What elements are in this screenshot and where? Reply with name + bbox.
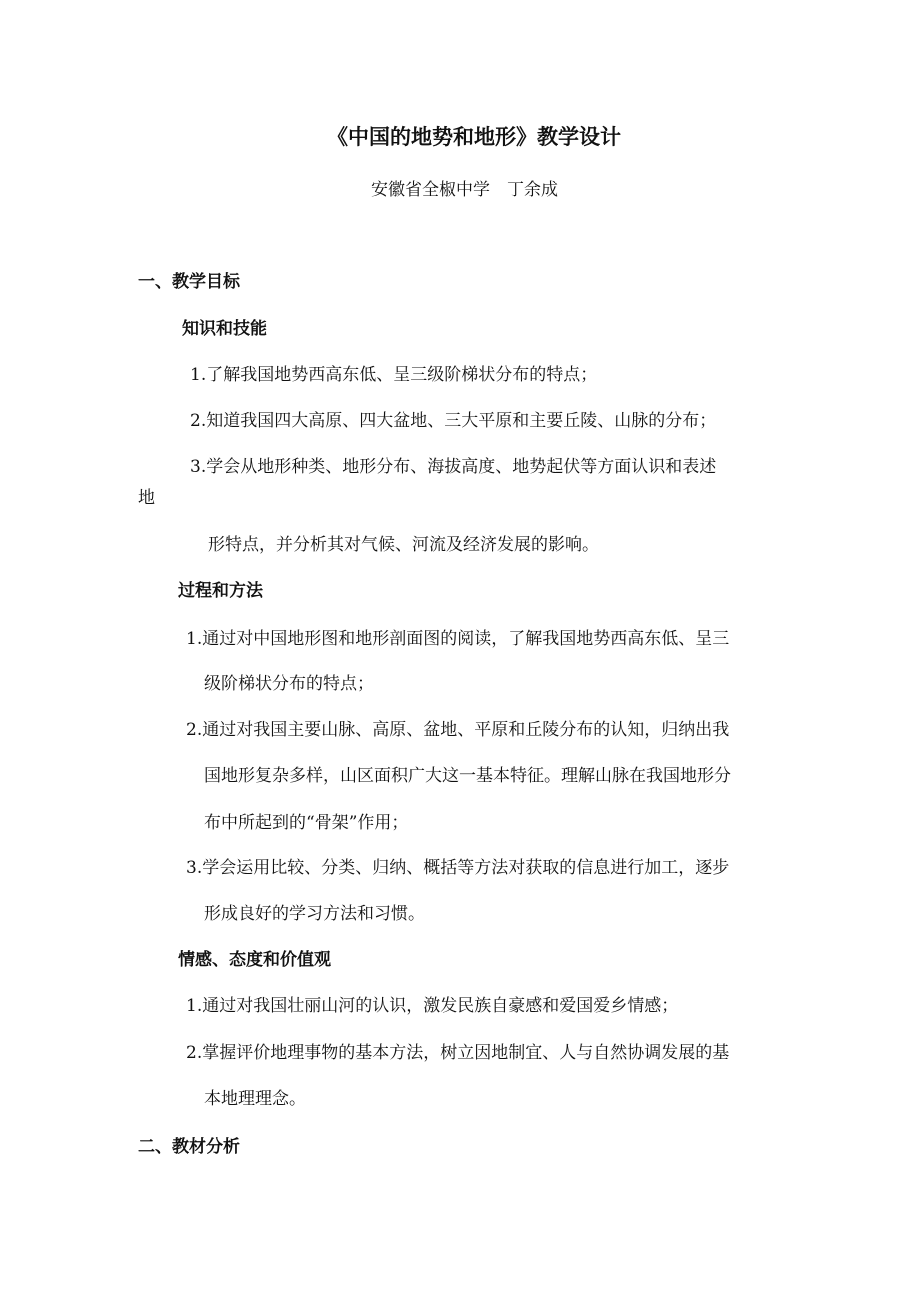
subheading-emotion: 情感、态度和价值观	[178, 950, 331, 970]
list-item-wrap: 地	[138, 488, 155, 508]
list-item: 1.通过对我国壮丽山河的认识，激发民族自豪感和爱国爱乡情感；	[186, 996, 679, 1016]
list-item: 1.通过对中国地形图和地形剖面图的阅读，了解我国地势西高东低、呈三	[186, 629, 730, 649]
list-item-continuation: 形成良好的学习方法和习惯。	[204, 904, 425, 924]
list-item-continuation: 国地形复杂多样，山区面积广大这一基本特征。理解山脉在我国地形分	[204, 766, 731, 786]
list-item-continuation: 本地理理念。	[204, 1089, 306, 1109]
author-line: 安徽省全椒中学 丁余成	[371, 180, 558, 200]
list-item: 1.了解我国地势西高东低、呈三级阶梯状分布的特点；	[190, 365, 598, 385]
list-item: 2.掌握评价地理事物的基本方法，树立因地制宜、人与自然协调发展的基	[186, 1043, 730, 1063]
list-item: 2.通过对我国主要山脉、高原、盆地、平原和丘陵分布的认知，归纳出我	[186, 720, 730, 740]
list-item-continuation: 级阶梯状分布的特点；	[204, 674, 374, 694]
section-heading-objectives: 一、教学目标	[138, 272, 240, 292]
subheading-knowledge: 知识和技能	[182, 319, 267, 339]
list-item: 3.学会运用比较、分类、归纳、概括等方法对获取的信息进行加工，逐步	[186, 858, 730, 878]
list-item-continuation: 形特点，并分析其对气候、河流及经济发展的影响。	[208, 535, 599, 555]
document-title: 《中国的地势和地形》教学设计	[327, 125, 621, 149]
list-item: 2.知道我国四大高原、四大盆地、三大平原和主要丘陵、山脉的分布；	[190, 411, 717, 431]
list-item-continuation: 布中所起到的“骨架”作用；	[204, 813, 409, 833]
section-heading-materials: 二、教材分析	[138, 1137, 240, 1157]
subheading-process: 过程和方法	[178, 581, 263, 601]
list-item: 3.学会从地形种类、地形分布、海拔高度、地势起伏等方面认识和表述	[190, 457, 717, 477]
